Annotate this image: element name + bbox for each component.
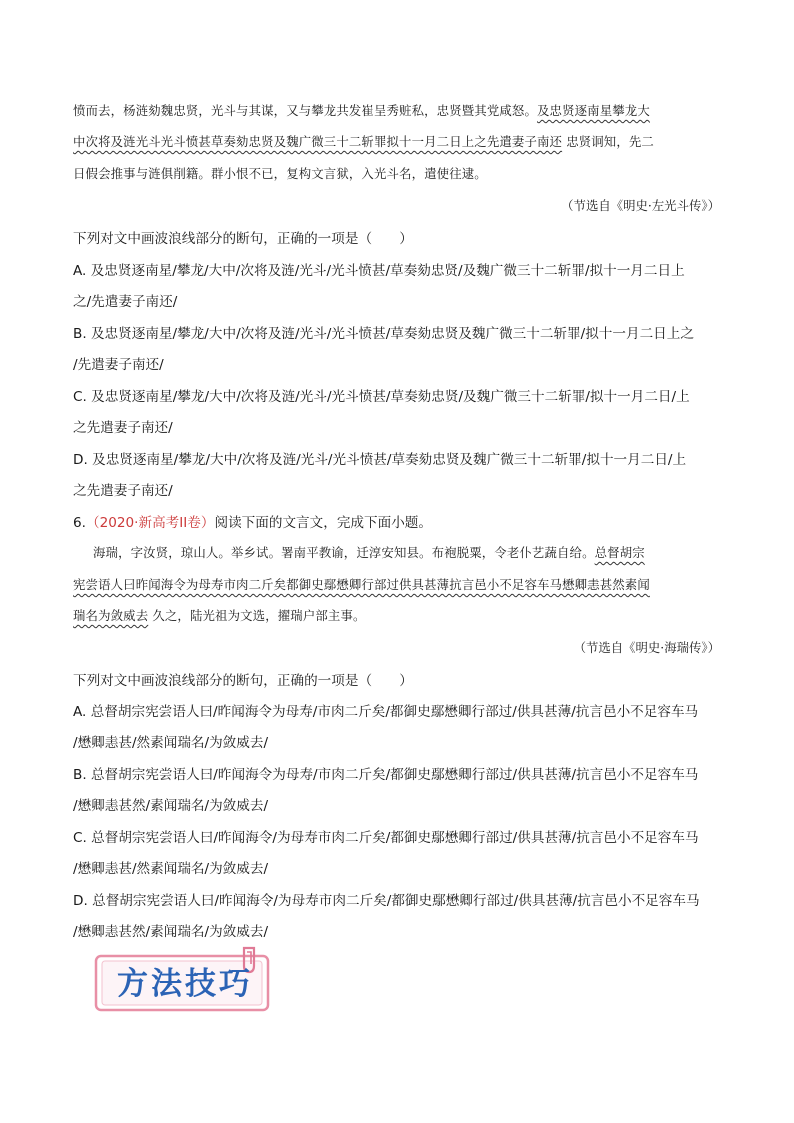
passage-line-3: 日假会推事与涟俱削籍。群小恨不已，复构文言狱，入光斗名，遣使往逮。 xyxy=(73,166,487,181)
passage6-line-2 xyxy=(73,575,723,593)
q6-option-b-line-1: B. 总督胡宗宪尝语人曰/昨闻海令为母寿/市肉二斤矣/都御史鄢懋卿行部过/供具甚薄/抗言邑小不足容车马 xyxy=(73,767,699,783)
option-a-line-1: A. 及忠贤逐南星/攀龙/大中/次将及涟/光斗/光斗愤甚/草奏劾忠贤/及魏广微三十二斩罪/拟十一月二日上 xyxy=(73,263,685,279)
q6-option-d-line-2: /懋卿恚甚然/素闻瑞名/为敛威去/ xyxy=(73,924,269,940)
wavy-segment: 瑞名为敛威去 xyxy=(73,608,149,623)
wavy-segment: 中次将及涟光斗光斗愤甚草奏劾忠贤及魏广微三十二斩罪拟十一月二日上之先遣妻子南还 xyxy=(73,134,563,149)
q6-option-d-line-1: D. 总督胡宗宪尝语人曰/昨闻海令/为母寿市肉二斤矣/都御史鄢懋卿行部过/供具甚薄/抗言邑小不足容车马 xyxy=(73,893,700,909)
option-b-line-1: B. 及忠贤逐南星/攀龙/大中/次将及涟/光斗/光斗愤甚/草奏劾忠贤及魏广微三十二斩罪/拟十一月二日上之 xyxy=(73,326,694,342)
q6-option-b-line-2: /懋卿恚甚然/素闻瑞名/为敛威去/ xyxy=(73,798,269,814)
wavy-segment: 及忠贤逐南星攀龙大 xyxy=(537,103,650,118)
q6-option-a-line-2: /懋卿恚甚/然素闻瑞名/为敛威去/ xyxy=(73,735,269,751)
passage-line-2: 中次将及涟光斗光斗愤甚草奏劾忠贤及魏广微三十二斩罪拟十一月二日上之先遣妻子南还 忠贤诇知，先二 xyxy=(73,134,654,149)
question-6-header: 6.（2020·新高考II卷）阅读下面的文言文，完成下面小题。 xyxy=(73,515,432,531)
option-c-line-1: C. 及忠贤逐南星/攀龙/大中/次将及涟/光斗/光斗愤甚/草奏劾忠贤/及魏广微三十二斩罪/拟十一月二日/上 xyxy=(73,389,690,405)
option-b-line-2: /先遣妻子南还/ xyxy=(73,357,164,373)
q6-option-a-line-1: A. 总督胡宗宪尝语人曰/昨闻海令为母寿/市肉二斤矣/都御史鄢懋卿行部过/供具甚薄/抗言邑小不足容车马 xyxy=(73,704,699,720)
wavy-segment: 宪尝语人曰昨闻海令为母寿市肉二斤矣都御史鄢懋卿行部过供具甚薄抗言邑小不足容车马懋卿恚甚然素闻 xyxy=(73,577,650,592)
passage-source: （节选自《明史·左光斗传》） xyxy=(561,198,720,213)
exam-source-tag: （2020·新高考II卷） xyxy=(85,515,215,531)
q6-option-c-line-2: /懋卿恚甚/然素闻瑞名/为敛威去/ xyxy=(73,861,269,877)
question-stem: 下列对文中画波浪线部分的断句，正确的一项是（ ） xyxy=(73,231,413,247)
passage-line-1: 愤而去，杨涟劾魏忠贤，光斗与其谋，又与攀龙共发崔呈秀赃私，忠贤暨其党咸怒。及忠贤逐南星攀龙大 xyxy=(73,103,650,118)
question6-stem: 下列对文中画波浪线部分的断句，正确的一项是（ ） xyxy=(73,673,413,689)
wavy-segment: 总督胡宗 xyxy=(594,545,645,560)
passage6-line-1: 海瑞，字汝贤，琼山人。举乡试。署南平教谕，迁淳安知县。布袍脱粟，令老仆艺蔬自给。总督胡宗 xyxy=(93,545,645,560)
q6-option-c-line-1: C. 总督胡宗宪尝语人曰/昨闻海令/为母寿市肉二斤矣/都御史鄢懋卿行部过/供具甚薄/抗言邑小不足容车马 xyxy=(73,830,699,846)
option-a-line-2: 之/先遣妻子南还/ xyxy=(73,294,178,310)
option-d-line-1: D. 及忠贤逐南星/攀龙/大中/次将及涟/光斗/光斗愤甚/草奏劾忠贤及魏广微三十二斩罪/拟十一月二日/上 xyxy=(73,452,687,468)
option-c-line-2: 之先遣妻子南还/ xyxy=(73,420,173,436)
option-d-line-2: 之先遣妻子南还/ xyxy=(73,483,173,499)
section-badge xyxy=(84,946,280,1014)
passage6-line-3: 瑞名为敛威去 久之，陆光祖为文选，擢瑞户部主事。 xyxy=(73,608,366,623)
passage6-source: （节选自《明史·海瑞传》） xyxy=(573,640,720,655)
section-title: 方法技巧 xyxy=(117,966,253,1002)
